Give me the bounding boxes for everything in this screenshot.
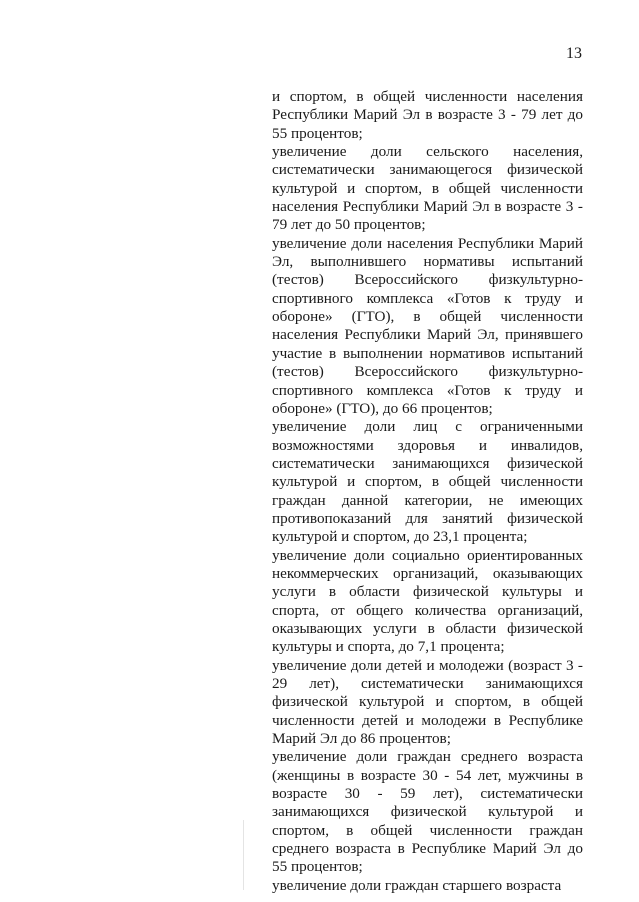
paragraph-senior-age: увеличение доли граждан старшего возраста xyxy=(272,876,562,894)
paragraph-gto-standards: увеличение доли населения Республики Марий Эл, выполнившего нормативы испытаний (тестов) Всероссийского физкультурно-спортивного комплекса «Готов к труду и обороне» (ГТО), в общей численности населения Республики Марий Эл, принявшего участие в выполнении нормативов испытаний (тестов) Всероссийского физкультурно-спортивного комплекса «Готов к труду и обороне» (ГТО), до 66 процентов; xyxy=(272,234,583,417)
body-text xyxy=(272,88,583,895)
paragraph-middle-age: увеличение доли граждан среднего возраста (женщины в возрасте 30 - 54 лет, мужчины в возрасте 30 - 59 лет), систематически занимающихся физической культурой и спортом, в общей численности граждан среднего возраста в Республике Марий Эл до 55 процентов; xyxy=(272,748,583,876)
paragraph-disabled-persons: увеличение доли лиц с ограниченными возможностями здоровья и инвалидов, систематически занимающихся физической культурой и спортом, в общей численности граждан данной категории, не имеющих противопоказаний для занятий физической культурой и спортом, до 23,1 процента; xyxy=(272,418,583,546)
paragraph-sport-population: и спортом, в общей численности населения Республики Марий Эл в возрасте 3 - 79 лет до 55 процентов; xyxy=(272,88,583,142)
page-number: 13 xyxy=(566,45,582,62)
paragraph-nonprofit-organizations: увеличение доли социально ориентированных некоммерческих организаций, оказывающих услуги в области физической культуры и спорта, от общего количества организаций, оказывающих услуги в области физической культуры и спорта, до 7,1 процента; xyxy=(272,546,583,656)
scan-artifact-line xyxy=(243,820,244,890)
paragraph-children-youth: увеличение доли детей и молодежи (возраст 3 - 29 лет), систематически занимающихся физической культурой и спортом, в общей численности детей и молодежи в Республике Марий Эл до 86 процентов; xyxy=(272,656,583,748)
paragraph-rural-population: увеличение доли сельского населения, систематически занимающегося физической культурой и спортом, в общей численности населения Республики Марий Эл в возрасте 3 - 79 лет до 50 процентов; xyxy=(272,143,583,234)
